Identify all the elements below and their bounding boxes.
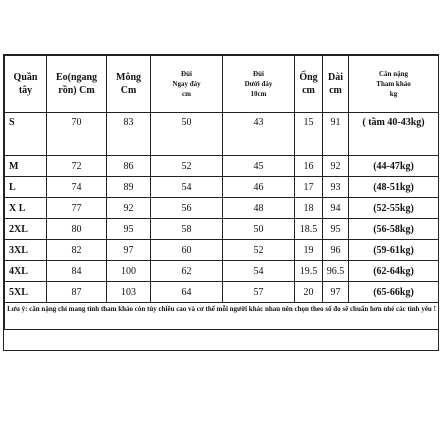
- thigh-below-cell: 43: [223, 113, 295, 156]
- waist-cell: 87: [47, 282, 107, 303]
- header-label: tây: [18, 85, 33, 96]
- thigh-cell: 62: [151, 261, 223, 282]
- note-row: [5, 303, 439, 330]
- waist-cell: 82: [47, 240, 107, 261]
- thigh-below-cell: 48: [223, 198, 295, 219]
- header-label: cm: [329, 85, 342, 96]
- leg-cell: 15: [295, 113, 323, 156]
- hip-cell: 97: [107, 240, 151, 261]
- waist-cell: 70: [47, 113, 107, 156]
- length-cell: 96.5: [323, 261, 349, 282]
- header-label: Đùi: [253, 70, 264, 78]
- waist-cell: 72: [47, 156, 107, 177]
- note-text: Lưu ý: cân nặng chỉ mang tính tham khảo còn tùy chiều cao và cơ thể mỗi người khác nhau nên chọn theo số đo sẽ chuẩn hơn nhé các tình yêu !: [5, 303, 439, 330]
- waist-cell: 84: [47, 261, 107, 282]
- size-cell: S: [5, 113, 47, 156]
- size-chart-frame: [3, 54, 439, 351]
- header-label: Cm: [120, 85, 137, 96]
- weight-cell: (56-58kg): [349, 219, 439, 240]
- weight-cell: (59-61kg): [349, 240, 439, 261]
- size-cell: M: [5, 156, 47, 177]
- thigh-cell: 60: [151, 240, 223, 261]
- leg-cell: 19.5: [295, 261, 323, 282]
- size-cell: 5XL: [5, 282, 47, 303]
- thigh-cell: 64: [151, 282, 223, 303]
- size-cell: 2XL: [5, 219, 47, 240]
- weight-cell: (44-47kg): [349, 156, 439, 177]
- thigh-below-cell: 57: [223, 282, 295, 303]
- thigh-cell: 58: [151, 219, 223, 240]
- length-cell: 94: [323, 198, 349, 219]
- hip-cell: 95: [107, 219, 151, 240]
- size-chart-table: [4, 55, 439, 330]
- length-cell: 97: [323, 282, 349, 303]
- weight-cell: (52-55kg): [349, 198, 439, 219]
- hip-cell: 92: [107, 198, 151, 219]
- header-waist: [47, 56, 107, 113]
- header-label: cm: [302, 85, 315, 96]
- header-row: [5, 56, 439, 113]
- header-label: rồn) Cm: [58, 85, 95, 96]
- header-label: Quần: [13, 72, 38, 83]
- leg-cell: 18: [295, 198, 323, 219]
- table-row: [5, 113, 439, 156]
- header-weight: [349, 56, 439, 113]
- leg-cell: 17: [295, 177, 323, 198]
- header-label: 10cm: [250, 90, 267, 98]
- length-cell: 91: [323, 113, 349, 156]
- thigh-cell: 56: [151, 198, 223, 219]
- thigh-cell: 50: [151, 113, 223, 156]
- length-cell: 95: [323, 219, 349, 240]
- thigh-cell: 52: [151, 156, 223, 177]
- table-row: [5, 177, 439, 198]
- header-label: Ống: [299, 72, 318, 83]
- weight-cell: (48-51kg): [349, 177, 439, 198]
- header-leg: [295, 56, 323, 113]
- leg-cell: 20: [295, 282, 323, 303]
- size-cell: 3XL: [5, 240, 47, 261]
- thigh-below-cell: 50: [223, 219, 295, 240]
- weight-cell: ( tầm 40-43kg): [349, 113, 439, 156]
- table-row: [5, 261, 439, 282]
- waist-cell: 80: [47, 219, 107, 240]
- header-label: Ngay đáy: [172, 80, 201, 88]
- thigh-below-cell: 52: [223, 240, 295, 261]
- length-cell: 96: [323, 240, 349, 261]
- header-label: Mông: [116, 72, 141, 83]
- leg-cell: 16: [295, 156, 323, 177]
- header-label: Tham khảo: [376, 80, 411, 88]
- hip-cell: 89: [107, 177, 151, 198]
- header-label: Dài: [328, 72, 343, 83]
- table-row: [5, 219, 439, 240]
- header-label: kg: [389, 90, 398, 98]
- hip-cell: 100: [107, 261, 151, 282]
- hip-cell: 86: [107, 156, 151, 177]
- leg-cell: 18.5: [295, 219, 323, 240]
- thigh-cell: 54: [151, 177, 223, 198]
- table-row: [5, 156, 439, 177]
- header-label: cm: [182, 90, 191, 98]
- hip-cell: 103: [107, 282, 151, 303]
- length-cell: 93: [323, 177, 349, 198]
- table-row: [5, 240, 439, 261]
- table-row: [5, 198, 439, 219]
- header-label: Cân nặng: [379, 70, 408, 78]
- header-thigh: [151, 56, 223, 113]
- header-thigh-below: [223, 56, 295, 113]
- size-cell: L: [5, 177, 47, 198]
- header-size: [5, 56, 47, 113]
- header-hip: [107, 56, 151, 113]
- header-label: Dưới đáy: [244, 80, 273, 88]
- waist-cell: 74: [47, 177, 107, 198]
- header-label: Đùi: [181, 70, 192, 78]
- waist-cell: 77: [47, 198, 107, 219]
- size-cell: X L: [5, 198, 47, 219]
- hip-cell: 83: [107, 113, 151, 156]
- header-length: [323, 56, 349, 113]
- weight-cell: (62-64kg): [349, 261, 439, 282]
- length-cell: 92: [323, 156, 349, 177]
- thigh-below-cell: 54: [223, 261, 295, 282]
- weight-cell: (65-66kg): [349, 282, 439, 303]
- leg-cell: 19: [295, 240, 323, 261]
- thigh-below-cell: 45: [223, 156, 295, 177]
- header-label: Eo(ngang: [55, 72, 98, 83]
- size-cell: 4XL: [5, 261, 47, 282]
- table-row: [5, 282, 439, 303]
- thigh-below-cell: 46: [223, 177, 295, 198]
